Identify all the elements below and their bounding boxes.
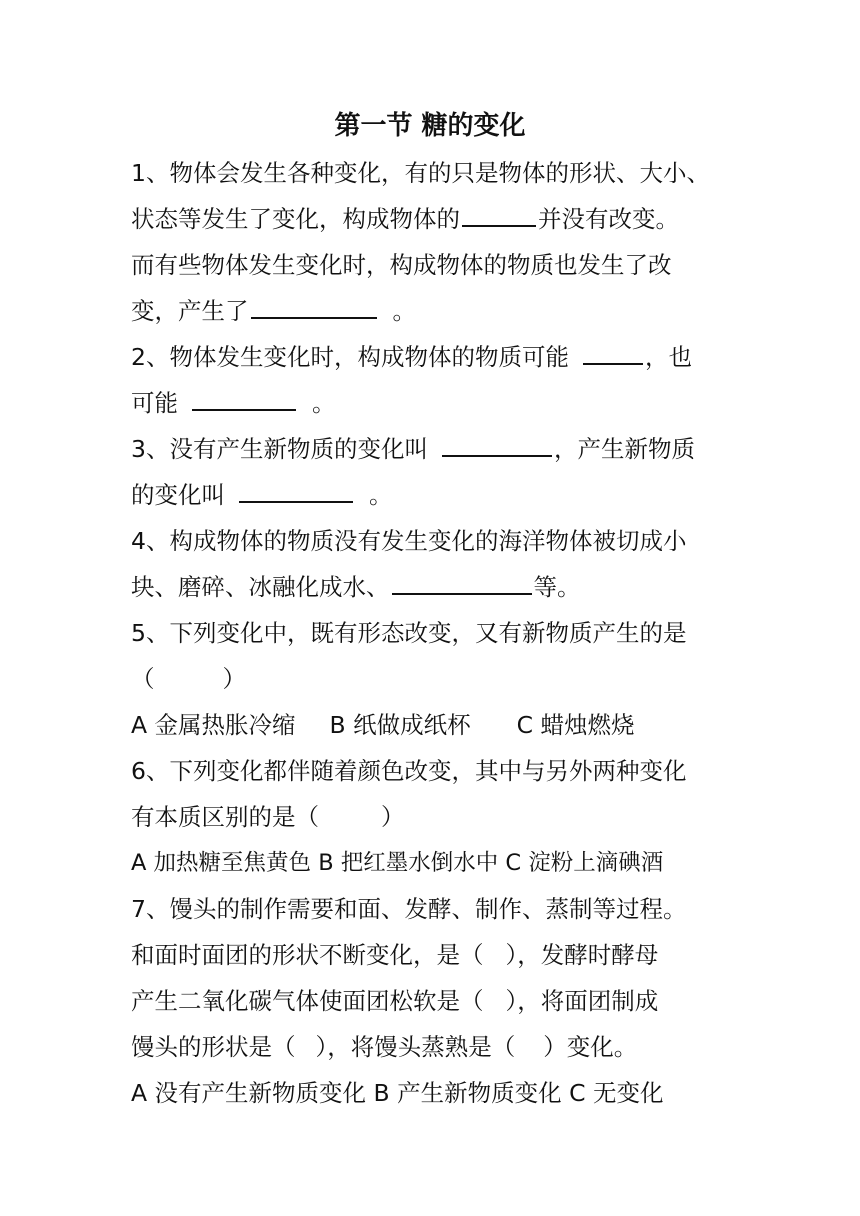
q7-text: 和面时面团的形状不断变化，是（ — [131, 941, 484, 969]
q5-options — [131, 702, 741, 748]
q4-blank-1 — [392, 566, 532, 595]
q5-answer-paren — [131, 656, 741, 702]
q7-options: A 没有产生新物质变化 B 产生新物质变化 C 无变化 — [131, 1079, 664, 1107]
q7-text: ）变化。 — [543, 1033, 638, 1061]
q5-option-a: A 金属热胀冷缩 — [131, 711, 296, 739]
q7-line-2 — [131, 932, 741, 978]
q4-line-1: 4、构成物体的物质没有发生变化的海洋物体被切成小 — [131, 527, 687, 555]
q6-options: A 加热糖至焦黄色 B 把红墨水倒水中 C 淀粉上滴碘酒 — [131, 850, 664, 876]
q1-line-3: 而有些物体发生变化时，构成物体的物质也发生了改 — [131, 251, 672, 279]
q4-text: 等。 — [533, 573, 581, 601]
q7-text: ），将面团制成 — [505, 987, 659, 1015]
q1-blank-2 — [251, 290, 377, 319]
q6-line-1: 6、下列变化都伴随着颜色改变，其中与另外两种变化 — [131, 757, 687, 785]
q1-line-2 — [131, 196, 741, 242]
q1-line-1: 1、物体会发生各种变化，有的只是物体的形状、大小、 — [131, 159, 710, 187]
q2-blank-2 — [192, 382, 296, 411]
q2-text: 可能 — [131, 389, 178, 417]
q6-text: ） — [381, 803, 405, 831]
q1-line-4 — [131, 288, 741, 334]
q2-text: 2、物体发生变化时，构成物体的物质可能 — [131, 343, 569, 371]
q1-blank-1 — [462, 198, 536, 227]
q2-line-2 — [131, 380, 741, 426]
q1-text: 变，产生了 — [131, 297, 249, 325]
q7-line-3 — [131, 978, 741, 1024]
q7-text: 馒头的形状是（ — [131, 1033, 296, 1061]
q2-line-1 — [131, 334, 741, 380]
q6-text: 有本质区别的是（ — [131, 803, 319, 831]
q2-text: 。 — [312, 389, 336, 417]
q1-text: 。 — [392, 297, 416, 325]
q7-text: 产生二氧化碳气体使面团松软是（ — [131, 987, 484, 1015]
q5-option-b: B 纸做成纸杯 — [329, 711, 471, 739]
q1-text: 并没有改变。 — [538, 205, 679, 233]
q3-line-1 — [131, 426, 741, 472]
page-title: 第一节 糖的变化 — [334, 111, 526, 141]
q3-blank-1 — [442, 428, 552, 457]
q5-paren-open: （ — [131, 665, 155, 693]
q2-blank-1 — [583, 336, 643, 365]
q6-line-2 — [131, 794, 741, 840]
q3-text: 3、没有产生新物质的变化叫 — [131, 435, 428, 463]
q3-text: 的变化叫 — [131, 481, 225, 509]
q7-line-4 — [131, 1024, 741, 1070]
q5-paren-close: ） — [222, 665, 246, 693]
q3-line-2 — [131, 472, 741, 518]
q1-text: 状态等发生了变化，构成物体的 — [131, 205, 460, 233]
q4-text: 块、磨碎、冰融化成水、 — [131, 573, 390, 601]
q7-text: ），发酵时酵母 — [505, 941, 659, 969]
q7-text: ），将馒头蒸熟是（ — [315, 1033, 516, 1061]
q5-option-c: C 蜡烛燃烧 — [516, 711, 635, 739]
q2-text: ，也 — [644, 343, 692, 371]
q5-line-1: 5、下列变化中，既有形态改变，又有新物质产生的是 — [131, 619, 687, 647]
q3-text: 。 — [369, 481, 393, 509]
q4-line-2 — [131, 564, 741, 610]
q7-line-1: 7、馒头的制作需要和面、发酵、制作、蒸制等过程。 — [131, 895, 687, 923]
q3-text: ，产生新物质 — [553, 435, 695, 463]
q3-blank-2 — [239, 474, 353, 503]
